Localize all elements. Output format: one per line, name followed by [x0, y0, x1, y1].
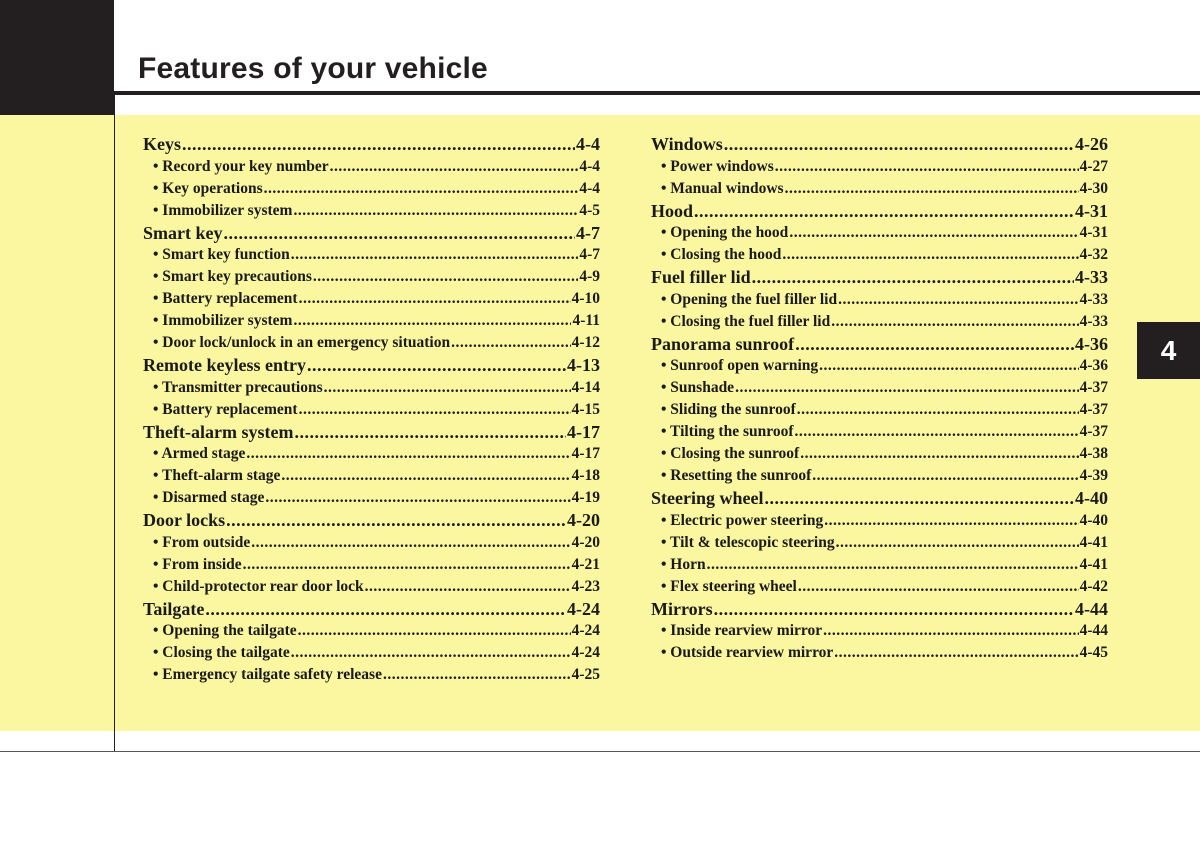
toc-page-number: 4-36: [1075, 333, 1108, 354]
toc-entry-label: • Transmitter precautions: [153, 378, 323, 396]
toc-leader-dots: [383, 664, 571, 686]
toc-subsection-entry[interactable]: [651, 311, 1108, 333]
toc-subsection-entry[interactable]: [143, 310, 600, 332]
toc-page-number: 4-37: [1079, 423, 1108, 440]
toc-entry-label: • From inside: [153, 555, 242, 573]
toc-page-number: 4-33: [1075, 267, 1108, 287]
title-divider: [114, 91, 1200, 95]
toc-entry-label: Panorama sunroof: [651, 333, 795, 354]
toc-entry-label: Mirrors: [651, 598, 713, 619]
toc-entry-label: • Tilting the sunroof: [661, 423, 794, 440]
toc-subsection-entry[interactable]: [143, 156, 600, 178]
toc-page-number: 4-10: [571, 290, 600, 307]
toc-leader-dots: [707, 554, 1079, 576]
toc-leader-dots: [785, 178, 1079, 200]
toc-entry-label: Theft-alarm system: [143, 421, 294, 442]
toc-entry-label: • Door lock/unlock in an emergency situation: [153, 334, 451, 351]
toc-leader-dots: [299, 399, 571, 421]
toc-subsection-entry[interactable]: [651, 510, 1108, 532]
toc-subsection-entry[interactable]: [143, 178, 600, 200]
toc-section-entry[interactable]: [651, 333, 1108, 356]
toc-subsection-entry[interactable]: [651, 620, 1108, 642]
toc-page-number: 4-4: [576, 134, 600, 154]
toc-leader-dots: [246, 443, 570, 465]
toc-leader-dots: [794, 421, 1078, 443]
toc-leader-dots: [714, 598, 1074, 621]
toc-column-left: [143, 133, 600, 686]
toc-leader-dots: [324, 377, 571, 399]
toc-leader-dots: [789, 222, 1078, 244]
toc-leader-dots: [251, 532, 570, 554]
toc-leader-dots: [293, 200, 578, 222]
toc-entry-label: • Sunroof open warning: [661, 357, 819, 374]
toc-leader-dots: [205, 598, 566, 621]
toc-subsection-entry[interactable]: [143, 487, 600, 509]
toc-entry-label: • Sunshade: [661, 379, 735, 396]
toc-leader-dots: [281, 465, 570, 487]
toc-subsection-entry[interactable]: [651, 554, 1108, 576]
toc-leader-dots: [291, 244, 579, 266]
toc-page-number: 4-38: [1079, 445, 1108, 462]
toc-page-number: 4-37: [1079, 379, 1108, 396]
toc-subsection-entry[interactable]: [143, 554, 600, 576]
toc-entry-label: • Opening the hood: [661, 224, 789, 241]
toc-leader-dots: [694, 200, 1074, 223]
toc-entry-label: Tailgate: [143, 598, 205, 619]
toc-leader-dots: [819, 355, 1078, 377]
toc-leader-dots: [298, 620, 571, 642]
toc-entry-label: • Child-protector rear door lock: [153, 577, 364, 595]
toc-entry-label: • Immobilizer system: [153, 312, 293, 329]
footer-divider: [0, 751, 1200, 752]
toc-subsection-entry[interactable]: [651, 576, 1108, 598]
toc-entry-label: • Tilt & telescopic steering: [661, 533, 835, 551]
toc-subsection-entry[interactable]: [143, 244, 600, 266]
toc-subsection-entry[interactable]: [651, 222, 1108, 244]
toc-page-number: 4-24: [571, 622, 600, 639]
toc-subsection-entry[interactable]: [651, 443, 1108, 465]
toc-section-entry[interactable]: [143, 421, 600, 444]
toc-entry-label: • Battery replacement: [153, 290, 298, 307]
toc-section-entry[interactable]: [651, 266, 1108, 289]
toc-subsection-entry[interactable]: [143, 465, 600, 487]
toc-leader-dots: [264, 178, 579, 200]
toc-entry-label: • From outside: [153, 533, 251, 551]
toc-entry-label: • Smart key function: [153, 246, 290, 263]
toc-page-number: 4-44: [1075, 598, 1108, 619]
toc-page-number: 4-17: [567, 421, 600, 442]
toc-page-number: 4-24: [571, 644, 600, 661]
toc-leader-dots: [834, 642, 1078, 664]
toc-entry-label: Windows: [651, 134, 723, 154]
toc-subsection-entry[interactable]: [143, 266, 600, 288]
toc-entry-label: • Manual windows: [661, 179, 784, 197]
toc-page-number: 4-27: [1079, 157, 1108, 175]
toc-entry-label: • Key operations: [153, 179, 263, 197]
toc-page-number: 4-39: [1079, 467, 1108, 484]
toc-entry-label: • Closing the tailgate: [153, 644, 290, 661]
toc-page-number: 4-45: [1079, 644, 1108, 661]
toc-entry-label: • Closing the fuel filler lid: [661, 312, 831, 330]
toc-entry-label: • Outside rearview mirror: [661, 644, 834, 661]
toc-leader-dots: [243, 554, 571, 576]
chapter-tab[interactable]: 4: [1137, 322, 1200, 379]
toc-page-number: 4-41: [1079, 533, 1108, 551]
toc-subsection-entry[interactable]: [651, 156, 1108, 178]
toc-leader-dots: [330, 156, 579, 178]
toc-leader-dots: [836, 532, 1079, 554]
toc-page-number: 4-4: [579, 157, 600, 175]
toc-leader-dots: [752, 266, 1074, 289]
toc-leader-dots: [812, 465, 1078, 487]
toc-entry-label: • Electric power steering: [661, 511, 824, 529]
toc-subsection-entry[interactable]: [143, 288, 600, 310]
toc-leader-dots: [724, 133, 1074, 156]
toc-entry-label: • Closing the hood: [661, 246, 782, 263]
toc-column-right: [651, 133, 1108, 664]
toc-entry-label: Keys: [143, 134, 181, 154]
toc-subsection-entry[interactable]: [143, 620, 600, 642]
toc-page-number: 4-23: [571, 577, 600, 595]
toc-subsection-entry[interactable]: [651, 421, 1108, 443]
toc-subsection-entry[interactable]: [651, 399, 1108, 421]
toc-entry-label: Remote keyless entry: [143, 355, 306, 375]
toc-leader-dots: [226, 509, 566, 532]
toc-leader-dots: [313, 266, 578, 288]
toc-leader-dots: [823, 620, 1078, 642]
toc-leader-dots: [800, 443, 1078, 465]
toc-page-number: 4-24: [567, 598, 600, 619]
toc-page-number: 4-26: [1075, 134, 1108, 154]
toc-leader-dots: [735, 377, 1079, 399]
toc-leader-dots: [451, 332, 571, 354]
toc-entry-label: Steering wheel: [651, 488, 764, 508]
toc-subsection-entry[interactable]: [143, 377, 600, 399]
toc-leader-dots: [182, 133, 575, 156]
toc-leader-dots: [831, 311, 1078, 333]
toc-page-number: 4-4: [579, 179, 600, 197]
toc-section-entry[interactable]: [143, 222, 600, 245]
toc-section-entry[interactable]: [143, 598, 600, 621]
toc-section-entry[interactable]: [651, 133, 1108, 156]
toc-entry-label: • Armed stage: [153, 445, 246, 462]
toc-entry-label: • Horn: [661, 555, 706, 573]
toc-page-number: 4-9: [579, 268, 600, 285]
toc-entry-label: • Emergency tailgate safety release: [153, 666, 382, 683]
toc-leader-dots: [782, 244, 1078, 266]
toc-leader-dots: [294, 421, 566, 444]
toc-entry-label: • Smart key precautions: [153, 268, 312, 285]
toc-entry-label: Hood: [651, 200, 694, 221]
toc-section-entry[interactable]: [651, 487, 1108, 510]
toc-leader-dots: [365, 576, 571, 598]
toc-entry-label: • Sliding the sunroof: [661, 401, 796, 418]
toc-entry-label: • Disarmed stage: [153, 489, 265, 506]
toc-page-number: 4-5: [579, 201, 600, 219]
toc-subsection-entry[interactable]: [651, 377, 1108, 399]
toc-page-number: 4-20: [571, 533, 600, 551]
toc-section-entry[interactable]: [143, 509, 600, 532]
toc-page-number: 4-36: [1079, 357, 1108, 374]
toc-subsection-entry[interactable]: [651, 355, 1108, 377]
toc-section-entry[interactable]: [651, 200, 1108, 223]
toc-subsection-entry[interactable]: [651, 178, 1108, 200]
toc-entry-label: Smart key: [143, 222, 223, 243]
toc-entry-label: Door locks: [143, 510, 226, 530]
toc-entry-label: • Resetting the sunroof: [661, 467, 812, 484]
toc-entry-label: Fuel filler lid: [651, 267, 751, 287]
toc-leader-dots: [798, 576, 1079, 598]
toc-page-number: 4-32: [1079, 246, 1108, 263]
toc-leader-dots: [265, 487, 570, 509]
toc-page-number: 4-40: [1075, 488, 1108, 508]
toc-entry-label: • Opening the tailgate: [153, 622, 297, 639]
toc-subsection-entry[interactable]: [651, 642, 1108, 664]
toc-subsection-entry[interactable]: [651, 532, 1108, 554]
toc-page-number: 4-31: [1075, 200, 1108, 221]
toc-subsection-entry[interactable]: [143, 532, 600, 554]
toc-entry-label: • Flex steering wheel: [661, 577, 797, 595]
toc-leader-dots: [299, 288, 571, 310]
toc-page-number: 4-25: [571, 666, 600, 683]
toc-leader-dots: [795, 333, 1074, 356]
toc-section-entry[interactable]: [143, 354, 600, 377]
toc-page-number: 4-17: [571, 445, 600, 462]
toc-page-number: 4-41: [1079, 555, 1108, 573]
toc-page-number: 4-42: [1079, 577, 1108, 595]
toc-page-number: 4-31: [1079, 224, 1108, 241]
page-title: Features of your vehicle: [138, 52, 488, 85]
toc-leader-dots: [797, 399, 1079, 421]
toc-page-number: 4-19: [571, 489, 600, 506]
toc-entry-label: • Power windows: [661, 157, 774, 175]
toc-entry-label: • Closing the sunroof: [661, 445, 800, 462]
toc-leader-dots: [291, 642, 571, 664]
toc-page-number: 4-13: [567, 355, 600, 375]
toc-subsection-entry[interactable]: [143, 664, 600, 686]
toc-leader-dots: [824, 510, 1078, 532]
toc-leader-dots: [224, 222, 576, 245]
toc-page-number: 4-7: [579, 246, 600, 263]
toc-subsection-entry[interactable]: [651, 289, 1108, 311]
toc-subsection-entry[interactable]: [143, 399, 600, 421]
toc-entry-label: • Inside rearview mirror: [661, 622, 823, 639]
toc-page-number: 4-11: [572, 312, 600, 329]
toc-subsection-entry[interactable]: [143, 443, 600, 465]
toc-entry-label: • Record your key number: [153, 157, 329, 175]
toc-section-entry[interactable]: [651, 598, 1108, 621]
toc-entry-label: • Opening the fuel filler lid: [661, 290, 838, 308]
toc-leader-dots: [764, 487, 1074, 510]
toc-page-number: 4-18: [571, 467, 600, 484]
toc-leader-dots: [307, 354, 566, 377]
toc-page-number: 4-14: [571, 378, 600, 396]
toc-leader-dots: [838, 289, 1079, 311]
toc-page-number: 4-33: [1079, 312, 1108, 330]
toc-entry-label: • Theft-alarm stage: [153, 467, 281, 484]
toc-subsection-entry[interactable]: [143, 576, 600, 598]
toc-page-number: 4-40: [1079, 511, 1108, 529]
toc-page-number: 4-44: [1079, 622, 1108, 639]
toc-leader-dots: [293, 310, 571, 332]
toc-subsection-entry[interactable]: [143, 642, 600, 664]
margin-divider: [114, 95, 115, 752]
header-corner-block: [0, 0, 114, 115]
toc-leader-dots: [775, 156, 1079, 178]
toc-page-number: 4-21: [571, 555, 600, 573]
toc-entry-label: • Immobilizer system: [153, 201, 293, 219]
toc-page-number: 4-37: [1079, 401, 1108, 418]
toc-section-entry[interactable]: [143, 133, 600, 156]
toc-page-number: 4-7: [576, 222, 600, 243]
toc-entry-label: • Battery replacement: [153, 400, 298, 418]
toc-subsection-entry[interactable]: [651, 465, 1108, 487]
toc-page-number: 4-20: [567, 510, 600, 530]
toc-page-number: 4-15: [571, 400, 600, 418]
toc-subsection-entry[interactable]: [143, 200, 600, 222]
toc-subsection-entry[interactable]: [143, 332, 600, 354]
toc-page-number: 4-30: [1079, 179, 1108, 197]
toc-subsection-entry[interactable]: [651, 244, 1108, 266]
toc-page-number: 4-12: [571, 334, 600, 351]
toc-page-number: 4-33: [1079, 290, 1108, 308]
